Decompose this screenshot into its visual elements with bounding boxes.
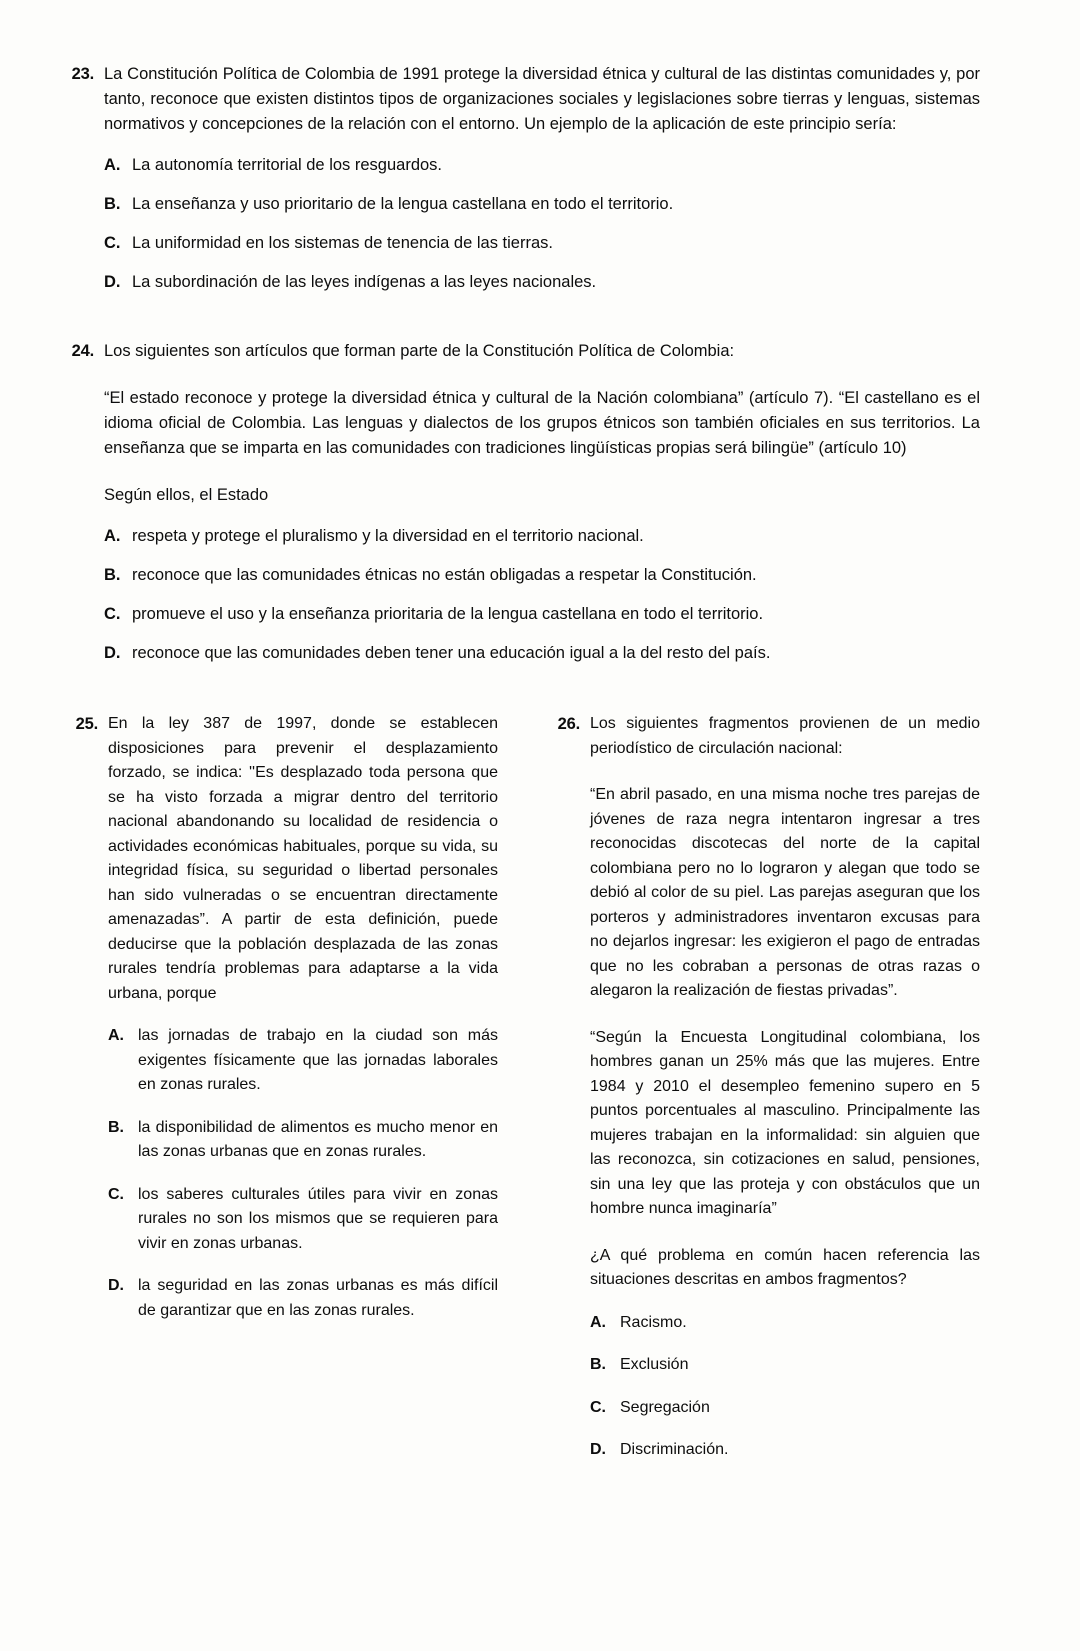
- option-text: los saberes culturales útiles para vivir en zonas rurales no son los mismos que se requieren para vivir en zonas urbanas.: [138, 1185, 498, 1252]
- question-26-body: [590, 712, 980, 1293]
- option-26-a[interactable]: [590, 1311, 980, 1336]
- option-letter: C.: [104, 605, 121, 623]
- question-26-quote-1: “En abril pasado, en una misma noche tres parejas de jóvenes de raza negra intentaron ingresar a tres reconocidas discotecas del norte de la capital colombiana pero no lo lograron y alegan que todo se debió al color de su piel. Las parejas aseguran que los porteros y administradores inventaron excusas para no dejarlos ingresar: les exigieron el pago de entradas que no les cobraban a personas de otras razas o alegaron la realización de fiestas privadas”.: [590, 786, 980, 999]
- option-24-a[interactable]: [104, 524, 980, 549]
- question-23-options: [104, 153, 980, 295]
- option-letter: C.: [104, 234, 121, 252]
- option-text: la seguridad en las zonas urbanas es más difícil de garantizar que en las zonas rurales.: [138, 1277, 498, 1319]
- question-26-options: [590, 1311, 980, 1463]
- question-26-number: 26.: [557, 715, 580, 733]
- option-letter: B.: [104, 566, 121, 584]
- option-letter: A.: [104, 156, 121, 174]
- question-24-quote: “El estado reconoce y protege la diversidad étnica y cultural de la Nación colombiana” (artículo 7). “El castellano es el idioma oficial de Colombia. Las lenguas y dialectos de los grupos étnicos son también oficiales en sus territorios. La enseñanza que se imparta en las comunidades con tradiciones lingüísticas propias será bilingüe” (artículo 10): [104, 389, 980, 457]
- question-26: [550, 712, 980, 1293]
- option-text: respeta y protege el pluralismo y la diversidad en el territorio nacional.: [132, 527, 644, 545]
- option-25-d[interactable]: [108, 1274, 498, 1323]
- question-23-stem-text: La Constitución Política de Colombia de 1991 protege la diversidad étnica y cultural de las distintas comunidades y, por tanto, reconoce que existen distintos tipos de organizaciones sociales y legislaciones sobre tierras y lenguas, sistemas normativos y concepciones de la relación con el entorno. Un ejemplo de la aplicación de este principio sería:: [104, 65, 980, 133]
- option-text: La subordinación de las leyes indígenas a las leyes nacionales.: [132, 273, 597, 291]
- option-letter: B.: [104, 195, 121, 213]
- option-text: las jornadas de trabajo en la ciudad son más exigentes físicamente que las jornadas laborales en zonas rurales.: [138, 1027, 498, 1093]
- question-26-lead: ¿A qué problema en común hacen referencia las situaciones descritas en ambos fragmentos?: [590, 1246, 980, 1288]
- question-25: [68, 712, 498, 1006]
- option-letter: D.: [590, 1441, 606, 1458]
- question-23: [68, 62, 980, 137]
- option-23-b[interactable]: [104, 192, 980, 217]
- option-letter: D.: [104, 273, 121, 291]
- option-text: Exclusión: [620, 1356, 689, 1373]
- option-text: promueve el uso y la enseñanza prioritaria de la lengua castellana en todo el territorio.: [132, 605, 764, 623]
- option-25-c[interactable]: [108, 1183, 498, 1257]
- question-25-options: [108, 1024, 498, 1323]
- option-text: La uniformidad en los sistemas de tenencia de las tierras.: [132, 234, 553, 252]
- option-text: Discriminación.: [620, 1441, 729, 1458]
- option-26-d[interactable]: [590, 1438, 980, 1463]
- option-text: Segregación: [620, 1398, 710, 1416]
- option-26-b[interactable]: [590, 1353, 980, 1378]
- question-26-stem-text: Los siguientes fragmentos provienen de un medio periodístico de circulación nacional:: [590, 715, 980, 757]
- option-text: La autonomía territorial de los resguardos.: [132, 156, 443, 174]
- option-letter: A.: [108, 1027, 124, 1044]
- page-content: [68, 62, 980, 1481]
- question-23-stem: [104, 62, 980, 137]
- option-letter: C.: [108, 1185, 124, 1203]
- question-24-options: [104, 524, 980, 666]
- option-26-c[interactable]: [590, 1396, 980, 1421]
- option-24-b[interactable]: [104, 563, 980, 588]
- question-24: [68, 339, 980, 508]
- question-25-number: 25.: [75, 715, 98, 733]
- question-23-number: 23.: [71, 65, 94, 83]
- column-left: [68, 712, 498, 1481]
- option-text: la disponibilidad de alimentos es mucho menor en las zonas urbanas que en zonas rurales.: [138, 1118, 498, 1160]
- question-24-stem-text: Los siguientes son artículos que forman parte de la Constitución Política de Colombia:: [104, 342, 735, 360]
- column-right: [550, 712, 980, 1481]
- question-25-body: [108, 712, 498, 1006]
- option-letter: B.: [590, 1356, 606, 1373]
- option-text: reconoce que las comunidades étnicas no están obligadas a respetar la Constitución.: [132, 566, 757, 584]
- option-23-c[interactable]: [104, 231, 980, 256]
- option-letter: B.: [108, 1118, 124, 1136]
- two-column-section: [68, 712, 980, 1481]
- option-letter: C.: [590, 1398, 606, 1416]
- option-24-d[interactable]: [104, 641, 980, 666]
- option-23-a[interactable]: [104, 153, 980, 178]
- section-spacer: [68, 309, 980, 339]
- option-text: Racismo.: [620, 1313, 687, 1331]
- question-24-number: 24.: [71, 342, 94, 360]
- option-23-d[interactable]: [104, 270, 980, 295]
- option-text: reconoce que las comunidades deben tener una educación igual a la del resto del país.: [132, 644, 771, 662]
- option-letter: D.: [104, 644, 121, 662]
- option-25-a[interactable]: [108, 1024, 498, 1098]
- question-25-stem-text: En la ley 387 de 1997, donde se establecen disposiciones para prevenir el desplazamiento forzado, se indica: ''Es desplazado toda persona que se ha visto forzada a migrar dentro del territorio nacional abandonando su localidad de residencia o actividades económicas habituales, porque su vida, su integridad física, su seguridad o libertad personales han sido vulneradas o se encuentran directamente amenazadas”. A partir de esta definición, puede deducirse que la población desplazada de las zonas rurales tendría problemas para adaptarse a la vida urbana, porque: [108, 715, 498, 1002]
- option-text: La enseñanza y uso prioritario de la lengua castellana en todo el territorio.: [132, 195, 674, 213]
- option-letter: D.: [108, 1277, 124, 1294]
- option-letter: A.: [590, 1313, 606, 1331]
- question-26-quote-2: “Según la Encuesta Longitudinal colombiana, los hombres ganan un 25% más que las mujeres. Entre 1984 y 2010 el desempleo femenino supero en 5 puntos porcentuales al masculino. Principalmente las mujeres trabajan en la informalidad: sin alguien que las reconozca, sin cotizaciones en salud, pensiones, sin una ley que las proteja y con obstáculos que un hombre nunca imaginaría”: [590, 1028, 980, 1217]
- question-24-body: [104, 339, 980, 508]
- option-letter: A.: [104, 527, 121, 545]
- option-25-b[interactable]: [108, 1116, 498, 1165]
- question-24-lead: Según ellos, el Estado: [104, 486, 269, 504]
- option-24-c[interactable]: [104, 602, 980, 627]
